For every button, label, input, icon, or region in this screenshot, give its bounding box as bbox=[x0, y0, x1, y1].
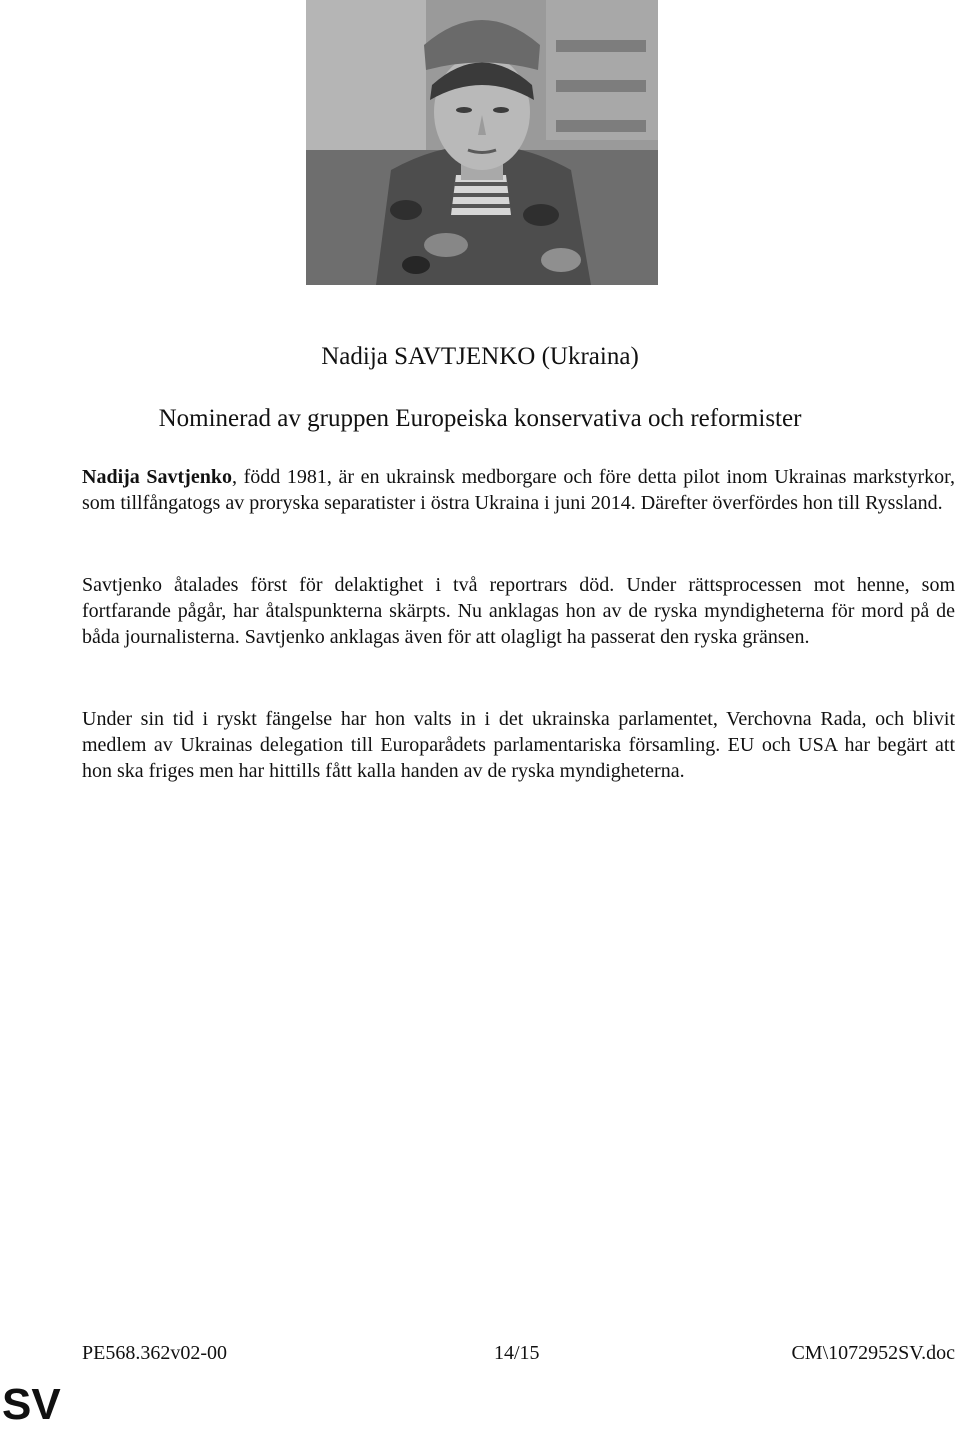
file-name: CM\1072952SV.doc bbox=[791, 1342, 955, 1364]
paragraph-charges: Savtjenko åtalades först för delaktighet i två reportrars död. Under rättsprocessen mot henne, som fortfarande pågår, har åtalspunkterna skärpts. Nu anklagas hon av de ryska myndigheterna för mord på de båda journalisterna. Savtjenko anklagas även för att olagligt ha passerat den ryska gränsen. bbox=[82, 574, 955, 648]
page-footer bbox=[82, 1340, 955, 1366]
page-number: 14/15 bbox=[494, 1342, 540, 1364]
nominated-by-heading: Nominerad av gruppen Europeiska konservativa och reformister bbox=[158, 405, 802, 432]
paragraph-biography-text: , född 1981, är en ukrainsk medborgare och före detta pilot inom Ukrainas markstyrkor, som tillfångatogs av proryska separatister i östra Ukraina i juni 2014. Därefter överfördes hon till Ryssland. bbox=[82, 466, 955, 514]
nominee-name: Nadija Savtjenko bbox=[82, 466, 232, 488]
document-reference: PE568.362v02-00 bbox=[82, 1342, 227, 1364]
paragraph-parliament: Under sin tid i ryskt fängelse har hon valts in i det ukrainska parlamentet, Verchovna Rada, och blivit medlem av Ukrainas delegation till Europarådets parlamentariska församling. EU och USA har begärt att hon ska friges men har hittills fått kalla handen av de ryska myndigheterna. bbox=[82, 708, 955, 782]
language-code: SV bbox=[2, 1380, 61, 1429]
paragraph-biography bbox=[82, 464, 955, 516]
page-title: Nadija SAVTJENKO (Ukraina) bbox=[321, 343, 639, 370]
portrait-photo bbox=[306, 0, 658, 285]
